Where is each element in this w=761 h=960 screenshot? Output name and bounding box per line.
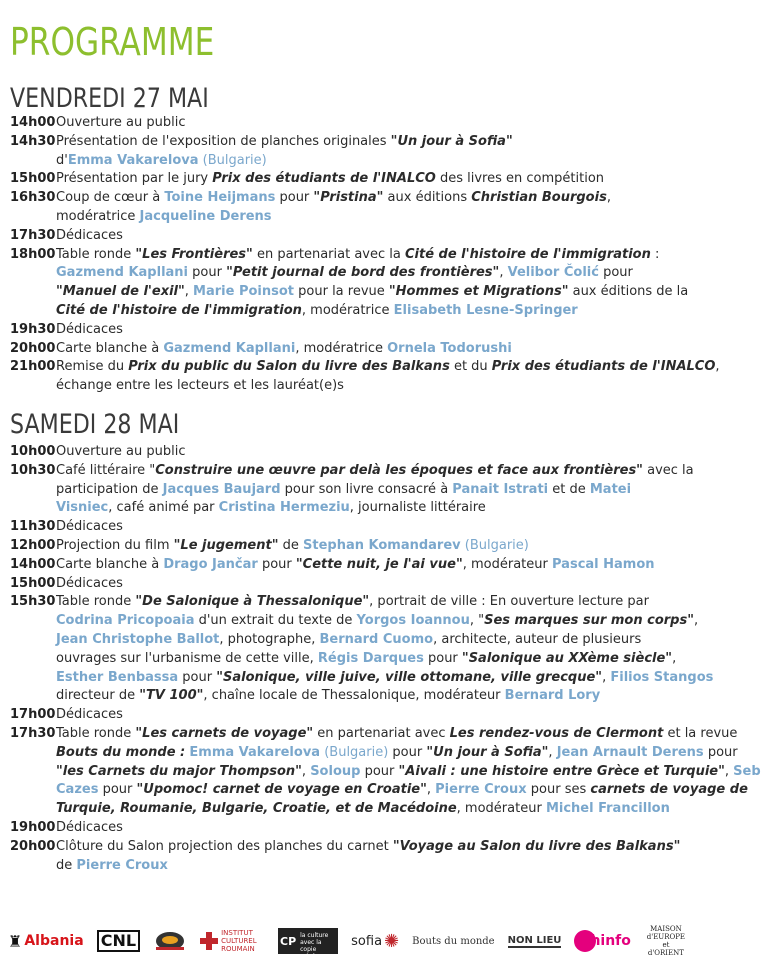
schedule-time: 17h00 — [10, 707, 56, 723]
text-segment: pour — [598, 265, 633, 281]
schedule-time: 16h30 — [10, 190, 56, 206]
work-title: "Salonique, ville juive, ville ottomane, ville grecque" — [216, 669, 603, 685]
text-segment: participation de — [56, 481, 163, 497]
schedule-time: 15h00 — [10, 171, 56, 187]
text-segment: , portrait de ville : En ouverture lecture par — [369, 594, 649, 610]
schedule-description — [56, 443, 690, 462]
schedule-time: 20h00 — [10, 340, 56, 356]
text-segment: directeur de — [56, 688, 140, 704]
schedule-item — [10, 321, 690, 340]
schedule-time: 15h00 — [10, 575, 56, 591]
person-name: Michel Francillon — [545, 801, 670, 817]
institut-culturel-roumain-logo: INSTITUT CULTUREL ROUMAIN — [200, 929, 265, 953]
person-name: Gazmend Kapllani — [56, 265, 189, 281]
text-segment: , modératrice — [295, 340, 388, 356]
schedule-description — [56, 133, 690, 171]
schedule-item — [10, 593, 714, 706]
schedule-description — [56, 170, 690, 189]
work-title: Turquie, Roumanie, Bulgarie, Croatie, et de Macédoine — [56, 801, 457, 817]
schedule-description — [56, 518, 690, 537]
schedule-description — [56, 114, 690, 133]
person-name: Codrina Pricopoaia — [56, 613, 195, 629]
text-segment: des livres en compétition — [435, 171, 605, 187]
schedule-time: 17h30 — [10, 227, 56, 243]
schedule-item — [10, 518, 690, 537]
copie-privee-logo: CP la culture avec la copie privée — [278, 928, 338, 954]
text-segment: , — [548, 744, 557, 760]
text-segment: , chaîne locale de Thessalonique, modérateur — [203, 688, 505, 704]
text-segment: Remise du — [56, 359, 129, 375]
person-name: Pascal Hamon — [552, 556, 655, 572]
work-title: "Voyage au Salon du livre des Balkans" — [392, 838, 681, 854]
schedule-time: 17h30 — [10, 725, 56, 741]
text-segment: d'un extrait du texte de — [194, 613, 357, 629]
text-segment: pour — [703, 744, 738, 760]
schedule-description — [56, 246, 690, 321]
text-segment: Dédicaces — [56, 819, 123, 835]
maison-europe-orient-logo: MAISON d'EUROPE et d'ORIENT — [646, 925, 686, 957]
schedule-time: 21h00 — [10, 359, 56, 375]
schedule-time: 19h30 — [10, 321, 56, 337]
schedule-item — [10, 462, 694, 518]
text-segment: , journaliste littéraire — [349, 500, 486, 516]
cnl-logo: CNL — [97, 930, 140, 952]
work-title: "Pristina" — [313, 190, 384, 206]
person-name: Toine Heijmans — [164, 190, 276, 206]
schedule-time: 10h30 — [10, 462, 56, 478]
person-name: Jean Arnault Derens — [556, 744, 704, 760]
text-segment: ouvrages sur l'urbanisme de cette ville, — [56, 650, 318, 666]
text-segment: , — [724, 763, 734, 779]
text-segment: , — [693, 613, 699, 629]
schedule-description — [56, 819, 690, 838]
person-name: Pierre Croux — [435, 782, 527, 798]
person-name: Pierre Croux — [76, 857, 168, 873]
schedule-item — [10, 114, 690, 133]
work-title: "les Carnets du major Thompson" — [56, 763, 302, 779]
schedule-description — [56, 593, 713, 706]
text-segment: aux éditions de la — [568, 284, 689, 300]
text-segment: Dédicaces — [56, 575, 123, 591]
schedule-item — [10, 537, 690, 556]
non-lieu-logo: NON LIEU — [507, 934, 562, 946]
day-heading-friday: VENDREDI 27 MAI — [10, 83, 209, 114]
work-title: Prix des étudiants de l'INALCO — [212, 171, 436, 187]
schedule-description — [56, 340, 690, 359]
work-title: Christian Bourgois — [471, 190, 607, 206]
work-title: "Le jugement" — [173, 537, 279, 553]
schedule-time: 12h00 — [10, 537, 56, 553]
work-title: Prix du public du Salon du livre des Balkans — [128, 359, 450, 375]
person-name: Jean Christophe Ballot — [56, 631, 220, 647]
schedule-time: 14h00 — [10, 115, 56, 130]
text-segment: et la revue — [663, 725, 738, 741]
cross-icon — [200, 932, 218, 950]
person-name: Seb — [733, 763, 761, 779]
text-segment: Ouverture au public — [56, 444, 186, 459]
text-segment: pour ses — [526, 782, 591, 798]
emblem-icon — [153, 928, 187, 954]
person-name: Marie Poinsot — [193, 284, 295, 300]
schedule-description — [56, 556, 690, 575]
schedule-description — [56, 706, 690, 725]
work-title: carnets de voyage de — [590, 782, 748, 798]
person-name: Yorgos Ioannou — [356, 613, 470, 629]
text-segment: Projection du film — [56, 537, 174, 553]
text-segment: et de — [548, 481, 590, 497]
schedule-description — [56, 838, 690, 876]
work-title: "Upomoc! carnet de voyage en Croatie" — [136, 782, 427, 798]
schedule-item — [10, 170, 690, 189]
work-title: "Aivali : une histoire entre Grèce et Turquie" — [398, 763, 725, 779]
schedule-description — [56, 462, 694, 518]
work-title: "Salonique au XXème siècle" — [461, 650, 673, 666]
text-segment: , — [672, 650, 677, 666]
sofia-logo: sofia ✺ — [351, 930, 400, 952]
schedule-description — [56, 189, 690, 227]
text-segment: Présentation de l'exposition de planches originales — [56, 133, 391, 149]
person-name: Stephan Komandarev — [303, 537, 461, 553]
person-name: Soloup — [310, 763, 361, 779]
text-segment: Clôture du Salon projection des planches du carnet — [56, 838, 393, 854]
work-title: Cité de l'histoire de l'immigration — [56, 302, 302, 318]
text-segment: Table ronde — [56, 246, 136, 262]
work-title: "Les Frontières" — [135, 246, 253, 262]
work-title: Ses marques sur mon corps" — [484, 613, 694, 629]
text-segment: aux éditions — [383, 190, 472, 206]
work-title: "Hommes et Migrations" — [388, 284, 569, 300]
text-segment: et du — [449, 359, 492, 375]
schedule-item — [10, 340, 690, 359]
work-title: Les rendez-vous de Clermont — [449, 725, 664, 741]
schedule-item — [10, 575, 690, 594]
work-title: "Un jour à Sofia" — [426, 744, 549, 760]
text-segment: , architecte, auteur de plusieurs — [433, 631, 642, 647]
person-name: Bernard Cuomo — [319, 631, 434, 647]
albania-eagle-icon: ♜ — [8, 931, 23, 951]
schedule-item — [10, 725, 761, 819]
text-segment: , — [184, 284, 194, 300]
text-segment: en partenariat avec la — [252, 246, 405, 262]
person-name: Matei — [589, 481, 632, 497]
text-segment: , — [499, 265, 508, 281]
schedule-description — [56, 358, 720, 396]
schedule-description — [56, 321, 690, 340]
schedule-item — [10, 358, 720, 396]
text-segment: Carte blanche à — [56, 556, 164, 572]
cp-icon: CP — [278, 928, 298, 954]
person-name: Bernard Lory — [504, 688, 601, 704]
work-title: Prix des étudiants de l'INALCO — [491, 359, 716, 375]
text-segment: : — [650, 246, 660, 262]
work-title: Cité de l'histoire de l'immigration — [404, 246, 651, 262]
person-name: Gazmend Kapllani — [163, 340, 296, 356]
text-segment: pour la revue — [294, 284, 389, 300]
text-segment: de — [56, 857, 77, 873]
schedule-time: 14h00 — [10, 556, 56, 572]
text-segment: Table ronde — [56, 594, 136, 610]
work-title: "Cette nuit, je l'ai vue" — [295, 556, 463, 572]
bouts-du-monde-logo: Bouts du monde — [412, 935, 495, 947]
schedule-time: 19h00 — [10, 819, 56, 835]
text-segment: pour son livre consacré à — [280, 481, 453, 497]
person-name: Visniec — [56, 500, 109, 516]
person-name: Jacqueline Derens — [139, 208, 272, 224]
text-segment: , modérateur — [462, 556, 552, 572]
person-name: Régis Darques — [317, 650, 424, 666]
person-name: Cristina Hermeziu — [218, 500, 350, 516]
schedule-item — [10, 189, 690, 227]
text-segment: pour — [360, 763, 399, 779]
text-segment: pour — [178, 669, 217, 685]
schedule-item — [10, 556, 690, 575]
text-segment: de — [278, 537, 303, 553]
schedule-time: 10h00 — [10, 444, 56, 459]
schedule-time: 18h00 — [10, 246, 56, 262]
schedule-item — [10, 838, 690, 876]
text-segment: Dédicaces — [56, 707, 123, 723]
text-segment: Table ronde — [56, 725, 136, 741]
text-segment: modératrice — [56, 208, 140, 224]
work-title: "Petit journal de bord des frontières" — [226, 265, 500, 281]
person-name: Filios Stangos — [610, 669, 714, 685]
text-segment: Ouverture au public — [56, 115, 186, 130]
sponsor-logos — [8, 924, 688, 958]
text-segment: , — [426, 782, 436, 798]
schedule-time: 15h30 — [10, 594, 56, 610]
text-segment: pour — [257, 556, 296, 572]
text-segment: , — [606, 190, 611, 206]
text-segment: pour — [98, 782, 137, 798]
text-segment: , — [602, 669, 611, 685]
schedule-description — [56, 575, 690, 594]
text-segment: , — [301, 763, 311, 779]
person-name: Jacques Baujard — [162, 481, 281, 497]
emblem-logo — [153, 928, 187, 954]
bhinfo-logo: bhinfo — [574, 930, 630, 952]
text-segment: Café littéraire " — [56, 462, 156, 478]
text-segment: , modératrice — [301, 302, 394, 318]
person-name: Cazes — [56, 782, 99, 798]
text-segment: en partenariat avec — [313, 725, 450, 741]
text-segment: avec la — [642, 462, 694, 478]
text-segment: Dédicaces — [56, 519, 123, 535]
work-title: "TV 100" — [139, 688, 204, 704]
text-segment: Carte blanche à — [56, 340, 164, 356]
person-name: Velibor Čolić — [507, 265, 599, 281]
work-title: Construire une œuvre par delà les époques et face aux frontières" — [155, 462, 643, 478]
person-name: Esther Benbassa — [56, 669, 179, 685]
schedule-item — [10, 133, 690, 171]
country-label: (Bulgarie) — [198, 152, 267, 168]
person-name: Emma Vakarelova — [189, 744, 321, 760]
page-title: PROGRAMME — [10, 20, 215, 64]
text-segment: Présentation par le jury — [56, 171, 213, 187]
person-name: Elisabeth Lesne-Springer — [393, 302, 578, 318]
text-segment: , " — [469, 613, 485, 629]
schedule-description — [56, 227, 690, 246]
work-title: "De Salonique à Thessalonique" — [135, 594, 370, 610]
text-segment: pour — [275, 190, 314, 206]
schedule-item — [10, 227, 690, 246]
albania-logo: ♜ Albania — [8, 931, 84, 951]
day-heading-saturday: SAMEDI 28 MAI — [10, 409, 180, 440]
text-segment: , — [715, 359, 720, 375]
text-segment: Dédicaces — [56, 321, 123, 337]
schedule-time: 14h30 — [10, 133, 56, 149]
schedule-item — [10, 443, 690, 462]
schedule-item — [10, 706, 690, 725]
schedule-time: 11h30 — [10, 519, 56, 535]
country-label: (Bulgarie) — [320, 744, 389, 760]
schedule-description — [56, 725, 761, 819]
schedule-time: 20h00 — [10, 838, 56, 854]
text-segment: échange entre les lecteurs et les lauréat(e)s — [56, 378, 344, 394]
work-title: Bouts du monde : — [56, 744, 186, 760]
work-title: "Manuel de l'exil" — [56, 284, 185, 300]
person-name: Ornela Todorushi — [387, 340, 512, 356]
friday-schedule — [10, 114, 720, 396]
text-segment: Coup de cœur à — [56, 190, 165, 206]
sofia-swirl-icon: ✺ — [384, 930, 400, 952]
schedule-description — [56, 537, 690, 556]
text-segment: pour — [388, 744, 427, 760]
text-segment: pour — [423, 650, 462, 666]
person-name: Emma Vakarelova — [67, 152, 199, 168]
schedule-item — [10, 819, 690, 838]
text-segment: , café animé par — [108, 500, 219, 516]
saturday-schedule — [10, 443, 761, 875]
text-segment: pour — [188, 265, 227, 281]
text-segment: , modérateur — [456, 801, 546, 817]
text-segment: Dédicaces — [56, 227, 123, 243]
person-name: Panait Istrati — [452, 481, 549, 497]
work-title: "Un jour à Sofia" — [390, 133, 513, 149]
work-title: "Les carnets de voyage" — [135, 725, 314, 741]
person-name: Drago Jančar — [163, 556, 258, 572]
schedule-item — [10, 246, 690, 321]
text-segment: , photographe, — [219, 631, 320, 647]
text-segment: d' — [56, 152, 68, 168]
country-label: (Bulgarie) — [460, 537, 529, 553]
